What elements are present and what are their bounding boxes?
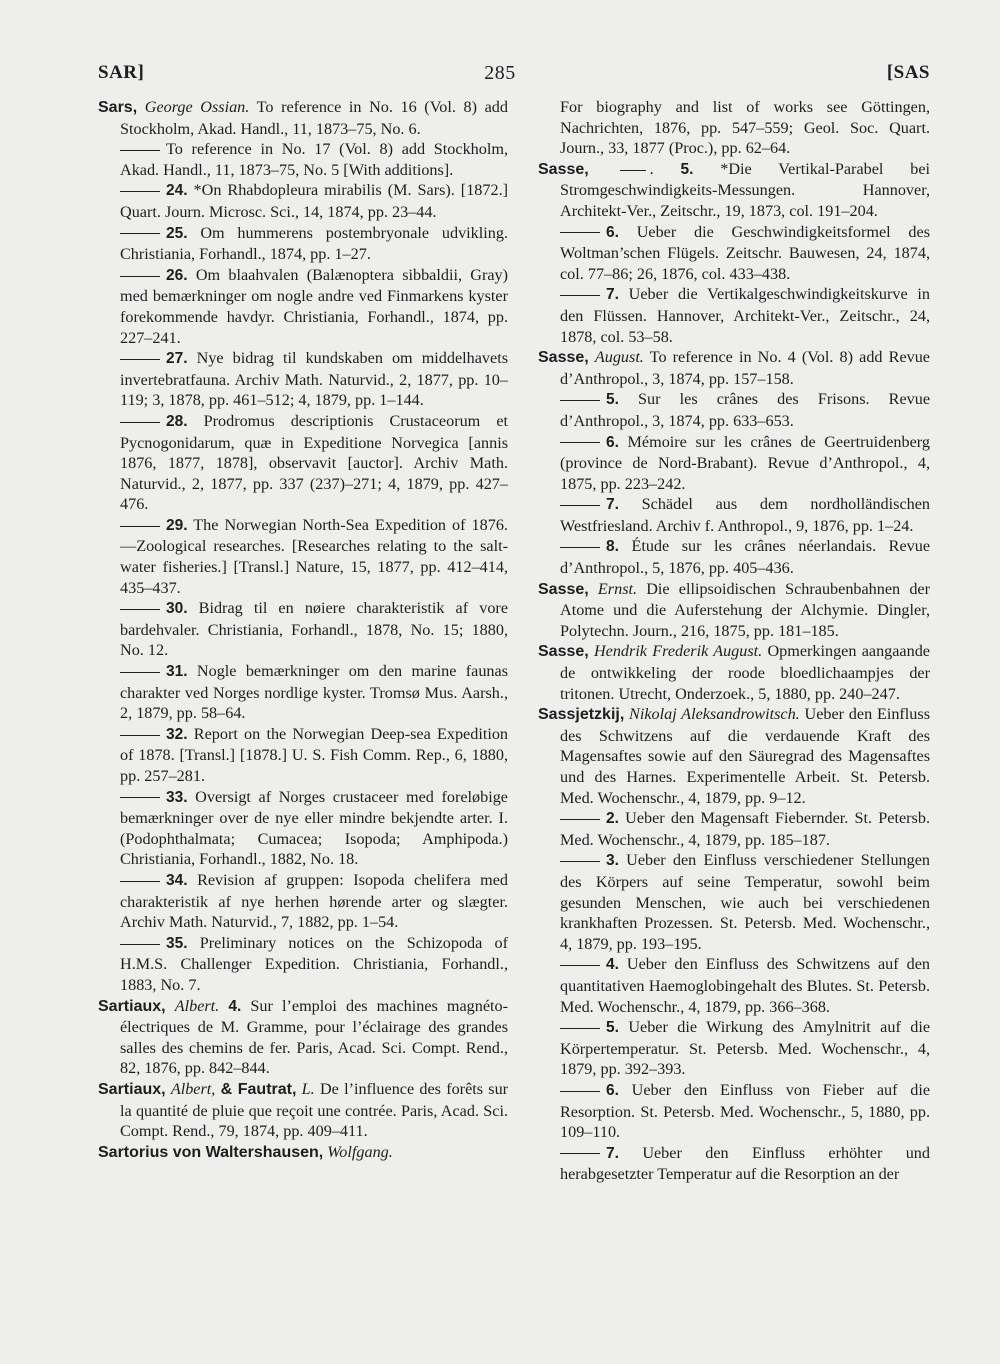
bibliography-entry [538, 579, 930, 642]
ditto-dash [560, 819, 600, 820]
bibliography-subentry [538, 954, 930, 1017]
entry-number: 29. [166, 516, 188, 534]
ditto-dash [560, 400, 600, 401]
author-forename: Albert. [174, 996, 220, 1015]
entry-text: Étude sur les crânes néerlandais. Revue d’Anthropol., 5, 1876, pp. 405–436. [560, 537, 930, 578]
ditto-dash [120, 359, 160, 360]
entry-text: Prodromus descriptionis Crustaceorum et Pycnogonidarum, quæ in Expeditione Norvegica [annis 1876, 1877, 1878], observavit [auctor]. Archiv Math. Naturvid., 2, 1877, pp. 337 (237)–271; 4, 1879, pp. 427–476. [120, 411, 508, 514]
left-column [98, 97, 508, 1163]
ditto-dash [120, 526, 160, 527]
ditto-dash [120, 881, 160, 882]
author-forename: August. [594, 348, 644, 367]
bibliography-entry [98, 97, 508, 139]
entry-text: Oversigt af Norges crustaceer med foreløbige bemærkninger over de nye eller mindre bekjendte arter. I. (Podophthalmata; Cumacea; Isopoda; Amphipoda.) Christiania, Forhandl., 1882, No. 18. [120, 787, 508, 869]
bibliography-subentry [538, 850, 930, 954]
bibliography-subentry [538, 536, 930, 578]
bibliography-subentry [98, 180, 508, 222]
bibliography-subentry [538, 808, 930, 850]
entry-text: Report on the Norwegian Deep-sea Expedition of 1878. [Transl.] [1878.] U. S. Fish Comm. Rep., 6, 1880, pp. 257–281. [120, 724, 509, 785]
entry-text: Ueber den Einfluss verschiedener Stellungen des Körpers auf seine Temperatur, sowohl beim gesunden Menschen, wie auch bei verschiedenen krankhaften Prozessen. St. Petersb. Med. Wochenschr., 4, 1879, pp. 193–195. [560, 851, 931, 953]
bibliography-entry [98, 1079, 508, 1142]
bibliography-subentry [98, 348, 508, 411]
bibliography-subentry [98, 661, 508, 724]
bibliography-entry [538, 347, 930, 389]
entry-text: For biography and list of works see Göttingen, Nachrichten, 1876, pp. 547–559; Geol. Soc. Quart. Journ., 33, 1877 (Proc.), pp. 62–64. [560, 98, 930, 158]
entry-text: Nogle bemærkninger om den marine faunas charakter ved Norges nordlige kyster. Tromsø Mus. Aarsh., 2, 1879, pp. 58–64. [120, 662, 509, 723]
ditto-dash [120, 672, 160, 673]
entry-text: Schädel aus dem nordholländischen Westfriesland. Archiv f. Anthropol., 9, 1876, pp. 1–24. [560, 495, 930, 535]
entry-number: 27. [166, 350, 188, 368]
author-surname: Sasse, [538, 160, 589, 178]
entry-text: Preliminary notices on the Schizopoda of H.M.S. Challenger Expedition. Christiania, Forhandl., 1883, No. 7. [120, 933, 509, 994]
author-surname: Sartiaux, [98, 997, 166, 1015]
entry-text: Ueber den Magensaft Fiebernder. St. Petersb. Med. Wochenschr., 4, 1879, pp. 185–187. [560, 809, 930, 849]
bibliography-entry [538, 704, 930, 808]
entry-number: 7. [606, 496, 619, 514]
entry-number: 30. [166, 600, 188, 618]
bibliography-subentry [98, 139, 508, 180]
ditto-dash [560, 505, 600, 506]
bibliography-entry: Sasse, . 5. *Die Vertikal-Parabel bei Stromgeschwindigkeits-Messungen. Hannover, Architekt-Ver., Zeitschr., 19, 1873, col. 191–204. [538, 159, 931, 220]
author-surname: Sars, [98, 99, 138, 116]
entry-text: De l’influence des forêts sur la quantité de pluie que reçoit une contrée. Paris, Acad. Sci. Compt. Rend., 79, 1874, pp. 409–411. [120, 1079, 509, 1141]
coauthor-forename: L. [301, 1079, 315, 1098]
entry-text: Die ellipsoidischen Schraubenbahnen der Atome und die Auferstehung der Alchymie. Dingler, Polytechn. Journ., 216, 1875, pp. 181–185. [560, 579, 931, 640]
entry-number: 33. [166, 788, 188, 806]
entry-number: 26. [166, 266, 188, 284]
bibliography-subentry [538, 389, 930, 431]
entry-text: Ueber den Einfluss des Schwitzens auf die verdauende Kraft des Magensaftes sowie auf den Säuregrad des Magensaftes und des Harnes. Experimentelle Arbeit. St. Petersb. Med. Wochenschr., 4, 1879, pp. 9–12. [560, 705, 931, 807]
entry-text: The Norwegian North-Sea Expedition of 1876.—Zoological researches. [Researches relating to the salt-water fisheries.] [Transl.] Nature, 15, 1877, pp. 412–414, 435–437. [120, 515, 508, 597]
running-head-left: SAR] [98, 62, 145, 83]
bibliography-entry [98, 996, 508, 1079]
bibliography-subentry [538, 1017, 930, 1080]
right-column [538, 97, 930, 1185]
entry-number: 6. [606, 1081, 619, 1099]
ditto-dash [560, 547, 600, 548]
bibliography-subentry [98, 411, 508, 515]
entry-number: 5. [606, 391, 619, 409]
entry-text: To reference in No. 17 (Vol. 8) add Stockholm, Akad. Handl., 11, 1873–75, No. 5 [With additions]. [120, 140, 508, 179]
entry-number: 7. [606, 286, 619, 304]
entry-text: *Die Vertikal-Parabel bei Stromgeschwindigkeits-Messungen. Hannover, Architekt-Ver., Zeitschr., 19, 1873, col. 191–204. [560, 159, 931, 220]
ditto-dash [620, 170, 646, 171]
author-forename: Ernst. [597, 579, 638, 598]
entry-number: 35. [166, 934, 188, 952]
ditto-dash [560, 232, 600, 233]
coauthor-surname: & Fautrat, [220, 1080, 297, 1098]
ditto-dash [120, 735, 160, 736]
author-forename: Wolfgang. [327, 1142, 393, 1161]
author-surname: Sartorius von Waltershausen, [98, 1143, 324, 1161]
ditto-dash [120, 609, 160, 610]
ditto-dash [120, 797, 160, 798]
entry-text: Sur les crânes des Frisons. Revue d’Anthropol., 3, 1874, pp. 633–653. [560, 390, 931, 430]
ditto-dash [120, 191, 160, 192]
entry-number: 2. [606, 810, 619, 828]
ditto-dash [560, 1153, 600, 1154]
author-surname: Sasse, [538, 349, 589, 367]
bibliography-subentry [538, 284, 930, 347]
ditto-dash [560, 442, 600, 443]
entry-text: Ueber den Einfluss von Fieber auf die Resorption. St. Petersb. Med. Wochenschr., 5, 1880, pp. 109–110. [560, 1080, 930, 1142]
ditto-dash [560, 295, 600, 296]
ditto-dash [120, 422, 160, 423]
entry-number: 7. [606, 1144, 619, 1162]
entry-text: Mémoire sur les crânes de Geertruidenberg (province de Nord-Brabant). Revue d’Anthropol., 4, 1875, pp. 223–242. [560, 432, 930, 493]
bibliography-subentry [538, 222, 930, 285]
entry-text: Nye bidrag til kundskaben om middelhavets invertebratfauna. Archiv Math. Naturvid., 2, 1877, pp. 10–119; 3, 1878, pp. 461–512; 4, 1879, pp. 1–144. [120, 349, 509, 410]
bibliography-subentry [98, 223, 508, 265]
bibliography-subentry [98, 724, 508, 787]
entry-number: 34. [166, 871, 188, 889]
author-surname: Sasse, [538, 643, 589, 661]
entry-number: 6. [606, 223, 619, 241]
entry-number: 4. [228, 997, 242, 1015]
entry-text: To reference in No. 4 (Vol. 8) add Revue d’Anthropol., 3, 1874, pp. 157–158. [560, 348, 930, 388]
ditto-dash [120, 276, 160, 277]
entry-text: *On Rhabdopleura mirabilis (M. Sars). [1872.] Quart. Journ. Microsc. Sci., 14, 1874, pp. 23–44. [120, 181, 509, 221]
entry-number: 4. [606, 956, 619, 974]
ditto-dash [560, 965, 600, 966]
author-surname: Sasse, [538, 580, 589, 598]
author-forename: Hendrik Frederik August. [593, 642, 763, 661]
ditto-dash [560, 1091, 600, 1092]
entry-text: Bidrag til en nøiere charakteristik af vore bardehvaler. Christiania, Forhandl., 1878, No. 15; 1880, No. 12. [120, 599, 509, 660]
author-surname: Sassjetzkij, [538, 706, 625, 724]
entry-text: Ueber die Vertikalgeschwindigkeitskurve in den Flüssen. Hannover, Architekt-Ver., Zeitschr., 24, 1878, col. 53–58. [560, 285, 930, 346]
bibliography-subentry [98, 870, 508, 933]
author-surname: Sartiaux, [98, 1080, 166, 1098]
entry-continuation [538, 97, 930, 159]
entry-text: Ueber den Einfluss des Schwitzens auf den quantitativen Haemoglobingehalt des Blutes. St. Petersb. Med. Wochenschr., 4, 1879, pp. 366–368. [560, 955, 931, 1016]
entry-text: Om hummerens postembryonale udvikling. Christiania, Forhandl., 1874, pp. 1–27. [120, 223, 508, 264]
author-forename: George Ossian. [144, 98, 250, 116]
bibliography-subentry [98, 265, 508, 348]
author-forename: Albert, [170, 1079, 216, 1098]
entry-number: 25. [166, 224, 188, 242]
entry-number: 8. [606, 538, 619, 556]
bibliography-subentry [538, 1080, 930, 1143]
ditto-dash [120, 944, 160, 945]
entry-number: 5. [606, 1019, 619, 1037]
bibliography-subentry [538, 432, 930, 495]
bibliography-subentry [98, 933, 508, 996]
page-number: 285 [484, 62, 516, 84]
entry-text: Om blaahvalen (Balænoptera sibbaldii, Gray) med bemærkninger om nogle andre ved Finmarkens kyster forekommende havdyr. Christiania, Forhandl., 1874, pp. 227–241. [120, 265, 509, 347]
bibliography-subentry [98, 598, 508, 661]
entry-number: 6. [606, 433, 619, 451]
author-forename: Nikolaj Aleksandrowitsch. [629, 705, 800, 724]
ditto-dash [560, 861, 600, 862]
bibliography-entry [538, 641, 930, 704]
entry-number: 28. [166, 412, 188, 430]
bibliography-subentry [538, 494, 930, 536]
bibliography-subentry [538, 1143, 930, 1185]
ditto-dash [120, 150, 160, 151]
ditto-dash [120, 233, 160, 234]
entry-text: Ueber den Einfluss erhöhter und herabgesetzter Temperatur auf die Resorption an der [560, 1143, 930, 1184]
bibliography-entry [98, 1142, 508, 1164]
entry-number: 32. [166, 725, 188, 743]
entry-text: Ueber die Wirkung des Amylnitrit auf die Körpertemperatur. St. Petersb. Med. Wochenschr., 4, 1879, pp. 392–393. [560, 1018, 931, 1079]
entry-number: 31. [166, 663, 188, 681]
entry-number: 3. [606, 852, 619, 870]
running-head-right: [SAS [886, 62, 930, 83]
entry-text: Ueber die Geschwindigkeitsformel des Woltman’schen Flügels. Zeitschr. Bauwesen, 24, 1874, col. 77–86; 26, 1876, col. 433–438. [560, 222, 931, 283]
entry-number: 24. [166, 182, 188, 200]
entry-text: Opmerkingen aangaande de ontwikkeling der roode bloedlichaampjes der tritonen. Utrecht, Onderzoek., 5, 1880, pp. 240–247. [560, 642, 930, 703]
ditto-dash [560, 1028, 600, 1029]
entry-text: Revision af gruppen: Isopoda chelifera med charakteristik af nye herhen hørende arter og slægter. Archiv Math. Naturvid., 7, 1882, pp. 1–54. [120, 870, 509, 932]
entry-number: 5. [680, 160, 694, 178]
bibliography-subentry [98, 787, 508, 870]
bibliography-subentry [98, 515, 508, 598]
entry-text: Sur l’emploi des machines magnéto-électriques de M. Gramme, pour l’éclairage des grandes salles des chemins de fer. Paris, Acad. Sci. Compt. Rend., 82, 1876, pp. 842–844. [120, 996, 509, 1078]
entry-text: To reference in No. 16 (Vol. 8) add Stockholm, Akad. Handl., 11, 1873–75, No. 6. [120, 98, 508, 138]
